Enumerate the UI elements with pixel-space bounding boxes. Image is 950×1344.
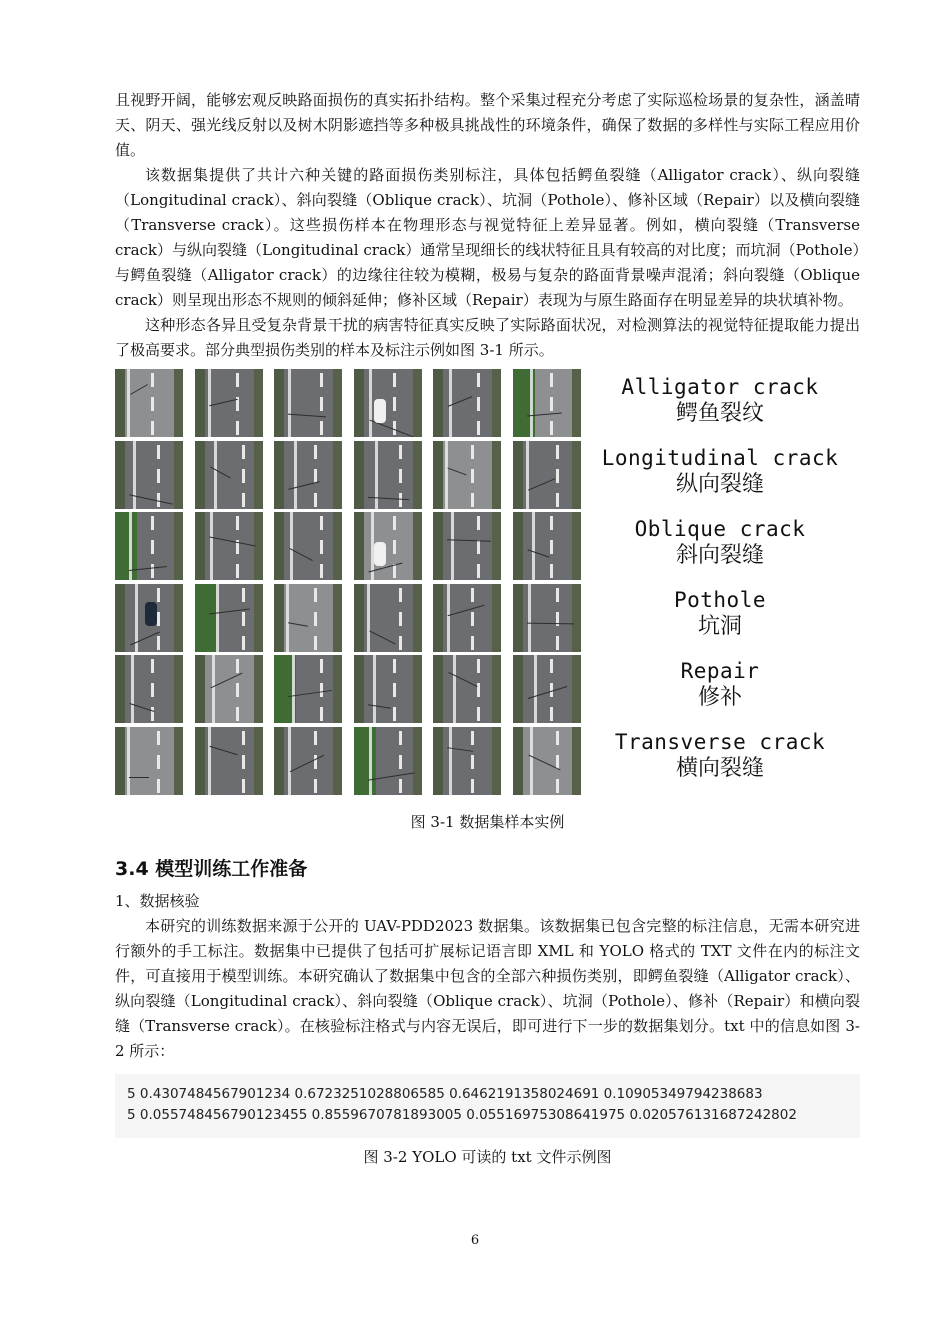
sample-image-tile (513, 655, 581, 723)
class-label-repair: Repair 修补 (680, 659, 760, 710)
list-item-data-check: 1、数据核验 (115, 892, 200, 910)
sample-image-tile (195, 727, 263, 795)
class-label-longitudinal: Longitudinal crack 纵向裂缝 (601, 446, 839, 497)
class-label-oblique: Oblique crack 斜向裂缝 (634, 517, 806, 568)
sample-image-tile (433, 584, 501, 652)
sample-image-tile (433, 512, 501, 580)
sample-image-tile (274, 441, 342, 509)
sample-image-tile (513, 584, 581, 652)
sample-image-tile (115, 369, 183, 437)
page-number: 6 (470, 1233, 480, 1248)
yolo-txt-example (115, 1074, 860, 1138)
section-heading: 3.4 模型训练工作准备 (115, 858, 308, 880)
sample-image-tile (274, 369, 342, 437)
sample-image-tile (274, 584, 342, 652)
sample-image-tile (195, 441, 263, 509)
sample-image-tile (354, 512, 422, 580)
paragraph-data-verification: 本研究的训练数据来源于公开的 UAV-PDD2023 数据集。该数据集已包含完整的标注信息，无需本研究进行额外的手工标注。数据集中已提供了包括可扩展标记语言即 XML 和 YOLO 格式的 TXT 文件在内的标注文件，可直接用于模型训练。本研究确认了数据集中包含的全部六种损伤类别，即鳄鱼裂缝（Alligator crack）、纵向裂缝（Longitudinal crack）、斜向裂缝（Oblique crack）、坑洞（Pothole）、修补（Repair）和横向裂缝（Transverse crack）。在核验标注格式与内容无误后，即可进行下一步的数据集划分。txt 中的信息如图 3-2 所示： (115, 917, 860, 1060)
paragraph-intro-end: 且视野开阔，能够宏观反映路面损伤的真实拓扑结构。整个采集过程充分考虑了实际巡检场景的复杂性，涵盖晴天、阴天、强光线反射以及树木阴影遮挡等多种极具挑战性的环境条件，确保了数据的多样性与实际工程应用价值。 (115, 91, 860, 159)
yolo-line-2: 5 0.055748456790123455 0.8559670781893005 0.05516975308641975 0.020576131687242802 (127, 1107, 797, 1123)
sample-image-tile (115, 512, 183, 580)
sample-image-tile (195, 369, 263, 437)
class-label-list (593, 365, 847, 791)
sample-image-tile (354, 369, 422, 437)
sample-image-tile (195, 584, 263, 652)
sample-image-tile (115, 727, 183, 795)
class-label-pothole: Pothole 坑洞 (673, 588, 766, 639)
sample-image-tile (115, 584, 183, 652)
sample-image-tile (513, 512, 581, 580)
class-label-alligator: Alligator crack 鳄鱼裂纹 (621, 375, 819, 426)
sample-image-tile (354, 727, 422, 795)
class-label-transverse: Transverse crack 横向裂缝 (614, 730, 826, 781)
sample-image-tile (354, 441, 422, 509)
sample-image-tile (115, 655, 183, 723)
sample-image-tile (274, 727, 342, 795)
sample-image-tile (274, 512, 342, 580)
sample-image-tile (354, 655, 422, 723)
yolo-line-1: 5 0.4307484567901234 0.6723251028806585 0.6462191358024691 0.10905349794238683 (127, 1086, 763, 1102)
sample-image-tile (513, 727, 581, 795)
paragraph-damage-classes: 该数据集提供了共计六种关键的路面损伤类别标注，具体包括鳄鱼裂缝（Alligator crack）、纵向裂缝（Longitudinal crack）、斜向裂缝（Oblique crack）、坑洞（Pothole）、修补区域（Repair）以及横向裂缝（Transverse crack）。这些损伤样本在物理形态与视觉特征上差异显著。例如，横向裂缝（Transverse crack）与纵向裂缝（Longitudinal crack）通常呈现细长的线状特征且具有较高的对比度；而坑洞（Pothole）与鳄鱼裂缝（Alligator crack）的边缘往往较为模糊，极易与复杂的路面背景噪声混淆；斜向裂缝（Oblique crack）则呈现出形态不规则的倾斜延伸；修补区域（Repair）表现为与原生路面存在明显差异的块状填补物。 (115, 166, 860, 309)
sample-image-tile (195, 655, 263, 723)
sample-image-grid (115, 369, 581, 795)
sample-image-tile (433, 441, 501, 509)
sample-image-tile (513, 441, 581, 509)
figure-caption-3-2: 图 3-2 YOLO 可读的 txt 文件示例图 (363, 1148, 612, 1166)
sample-image-tile (195, 512, 263, 580)
page-body (115, 88, 860, 1168)
sample-image-tile (433, 655, 501, 723)
figure-caption-3-1: 图 3-1 数据集样本实例 (410, 813, 565, 831)
sample-image-tile (115, 441, 183, 509)
sample-image-tile (433, 369, 501, 437)
sample-image-tile (274, 655, 342, 723)
figure-dataset-samples (115, 365, 860, 797)
sample-image-tile (513, 369, 581, 437)
paragraph-detection-challenge: 这种形态各异且受复杂背景干扰的病害特征真实反映了实际路面状况，对检测算法的视觉特征提取能力提出了极高要求。部分典型损伤类别的样本及标注示例如图 3-1 所示。 (115, 316, 860, 359)
sample-image-tile (354, 584, 422, 652)
sample-image-tile (433, 727, 501, 795)
